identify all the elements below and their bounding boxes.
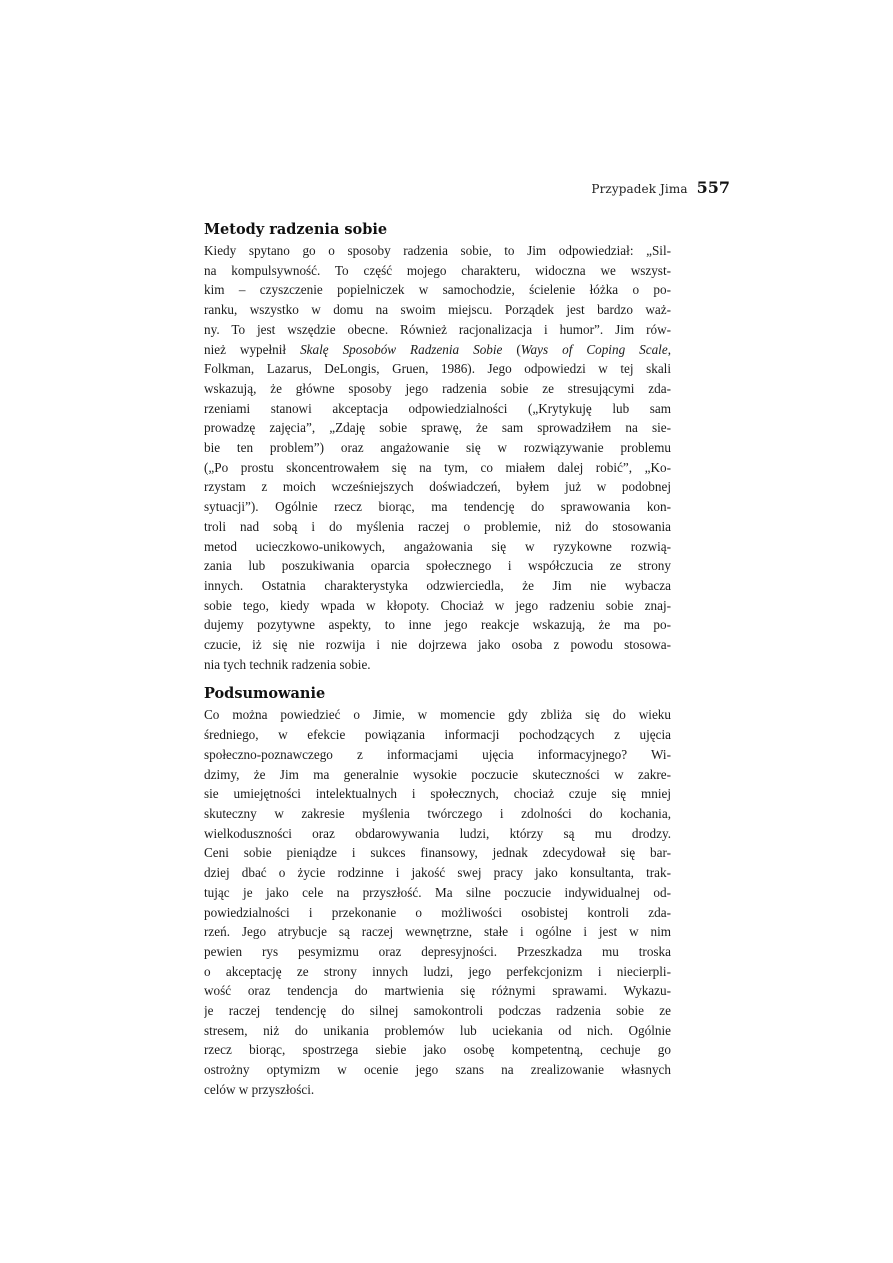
text-line: wielkoduszności oraz obdarowywania ludzi, którzy są mu drodzy. xyxy=(204,825,671,841)
italic-title: Ways of Coping Scale xyxy=(520,341,668,357)
text-line: na kompulsywność. To część mojego charakteru, widoczna we wszyst- xyxy=(204,262,671,278)
text-line: kim – czyszczenie popielniczek w samochodzie, ścielenie łóżka o po- xyxy=(204,282,671,298)
text-line: powiedzialności i przekonanie o możliwości osobistej kontroli zda- xyxy=(204,904,671,920)
text-line: rzystam z moich wcześniejszych doświadczeń, byłem już w podobnej xyxy=(204,479,671,495)
text-line: metod ucieczkowo-unikowych, angażowania się w ryzykowne rozwią- xyxy=(204,538,671,554)
text-line: bie ten problem”) oraz angażowanie się w rozwiązywanie problemu xyxy=(204,440,671,456)
text-line: Ceni sobie pieniądze i sukces finansowy, jednak zdecydował się bar- xyxy=(204,845,671,861)
text-line: średniego, w efekcie powiązania informacji pochodzących z ujęcia xyxy=(204,727,671,743)
text-line: sytuacji”). Ogólnie rzecz biorąc, ma tendencję do sprawowania kon- xyxy=(204,499,671,515)
text-line: rzeniami stanowi akceptacja odpowiedzialności („Krytykuję lub sam xyxy=(204,400,671,416)
text-line: zania lub poszukiwania oparcia społecznego i współczucia ze strony xyxy=(204,558,671,574)
text-line: sobie tego, kiedy wpada w kłopoty. Chociaż w jego radzeniu sobie znaj- xyxy=(204,597,671,613)
text-line: o akceptację ze strony innych ludzi, jego perfekcjonizm i niecierpli- xyxy=(204,963,671,979)
text-line: rzeń. Jego atrybucje są raczej wewnętrzne, stałe i ogólne i jest w nim xyxy=(204,924,671,940)
text-line: innych. Ostatnia charakterystyka odzwierciedla, że Jim nie wybacza xyxy=(204,577,671,593)
text-line: wskazują, że główne sposoby jego radzenia sobie ze stresującymi zda- xyxy=(204,380,671,396)
text-line: skuteczny w zakresie myślenia twórczego i zdolności do kochania, xyxy=(204,805,671,821)
text-line: ny. To jest wszędzie obecne. Również racjonalizacja i humor”. Jim rów- xyxy=(204,321,671,337)
section-heading-summary: Podsumowanie xyxy=(204,685,326,703)
text-line: Folkman, Lazarus, DeLongis, Gruen, 1986). Jego odpowiedzi w tej skali xyxy=(204,361,671,377)
paragraph-summary xyxy=(204,705,671,1099)
paragraph-coping xyxy=(204,241,671,674)
text-line: dziej dbać o życie rodzinne i jakość swej pracy jako konsultanta, trak- xyxy=(204,865,671,881)
text-line: społeczno-poznawczego z informacjami ujęcia informacyjnego? Wi- xyxy=(204,746,671,762)
text-line: ostrożny optymizm w ocenie jego szans na zrealizowanie własnych xyxy=(204,1062,671,1078)
text-line: dzimy, że Jim ma generalnie wysokie poczucie skuteczności w zakre- xyxy=(204,766,671,782)
text-line: prowadzę zajęcia”, „Zdaję sobie sprawę, że sam sprowadziłem na sie- xyxy=(204,420,671,436)
text-line: Co można powiedzieć o Jimie, w momencie gdy zbliża się do wieku xyxy=(204,707,671,723)
text-line: nia tych technik radzenia sobie. xyxy=(204,656,371,672)
text-line: rzecz biorąc, spostrzega siebie jako osobę kompetentną, cechuje go xyxy=(204,1042,671,1058)
text-line: wość oraz tendencja do martwienia się różnymi sprawami. Wykazu- xyxy=(204,983,671,999)
text-line: czucie, iż się nie rozwija i nie dojrzewa jako osoba z powodu stosowa- xyxy=(204,637,671,653)
text-line: nież wypełnił Skalę Sposobów Radzenia Sobie (Ways of Coping Scale, xyxy=(204,341,671,357)
text-block xyxy=(204,219,671,1100)
text-line: tując je jako cele na przyszłość. Ma silne poczucie indywidualnej od- xyxy=(204,884,671,900)
text-line: sie umiejętności intelektualnych i społecznych, chociaż czuje się mniej xyxy=(204,786,671,802)
running-title: Przypadek Jima xyxy=(591,182,688,196)
running-head xyxy=(591,178,730,197)
text-line: troli nad sobą i do myślenia raczej o problemie, niż do stosowania xyxy=(204,518,671,534)
text-line: Kiedy spytano go o sposoby radzenia sobie, to Jim odpowiedział: „Sil- xyxy=(204,243,671,258)
text-line: pewien rys pesymizmu oraz depresyjności. Przeszkadza mu troska xyxy=(204,943,671,959)
text-line: dujemy pozytywne aspekty, to inne jego reakcje wskazują, że ma po- xyxy=(204,617,671,633)
text-line: ranku, wszystko w domu na swoim miejscu. Porządek jest bardzo waż- xyxy=(204,302,671,318)
text-line: je raczej tendencję do silnej samokontroli podczas radzenia sobie ze xyxy=(204,1003,671,1019)
text-line: stresem, niż do unikania problemów lub uciekania od nich. Ogólnie xyxy=(204,1022,671,1038)
text-line: („Po prostu skoncentrowałem się na tym, co miałem dalej robić”, „Ko- xyxy=(204,459,671,475)
italic-title: Skalę Sposobów Radzenia Sobie xyxy=(300,341,503,357)
page-number: 557 xyxy=(696,178,730,197)
text-line: celów w przyszłości. xyxy=(204,1081,315,1097)
section-heading-coping: Metody radzenia sobie xyxy=(204,221,388,238)
